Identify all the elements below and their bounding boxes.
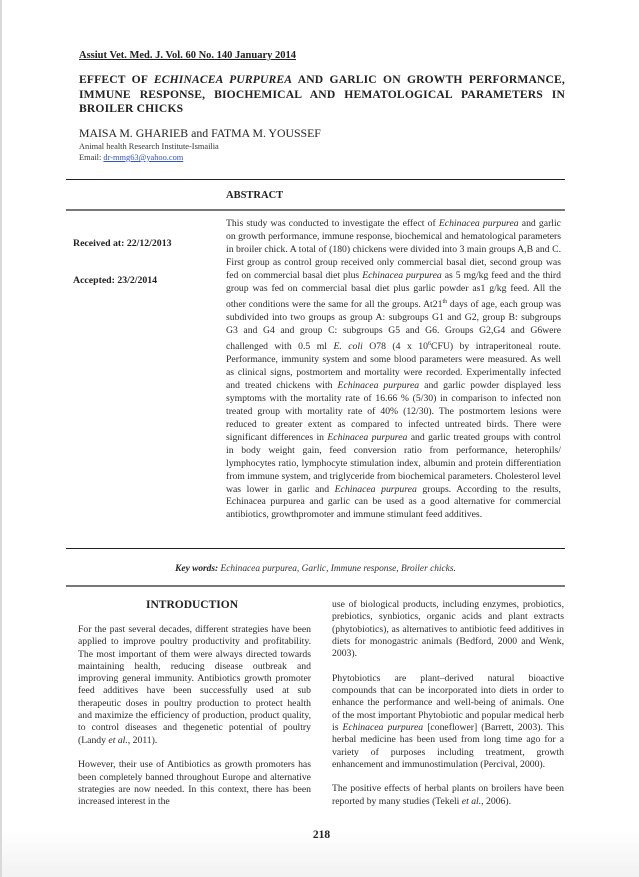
text-run: , 2006). [481,795,512,807]
text-run: and garlic treated groups with control in body weight gain, feed conversion ratio from performance, heterophils/ lymphocytes ratio, lymphocyte stimulation index, albumin and protein differentiation from immune system, and triglyceride from biochemical parameters. Cholesterol level was lower in garlic and [226,431,561,495]
affiliation: Animal health Research Institute-Ismailia [79,142,219,151]
intro-column-right [332,599,564,820]
italic-term: Echinacea purpurea [334,483,417,495]
keywords [66,564,565,574]
title-species-italic: ECHINACEA PURPUREA [153,73,293,86]
italic-term: Echinacea purpurea [327,431,408,443]
authors: MAISA M. GHARIEB and FATMA M. YOUSSEF [79,126,321,140]
superscript: th [442,298,448,305]
intro-column-left [78,624,311,821]
text-run: The positive effects of herbal plants on broilers have been reported by many studies (Tekeli [332,783,564,807]
page-number: 218 [312,829,331,841]
text-run: days of age, each group was subdivided into two groups as group A: subgroups G1 and G2, group B: subgroups G3 and G4 and group C: subgroups G5 and G6. Groups G2,G4 and G6were challenged with 0.5 ml [226,298,562,353]
paragraph [332,673,564,771]
italic-term: Echinacea purpurea [438,218,519,229]
keywords-label: Key words: [175,564,219,574]
text-run: However, their use of Antibiotics as growth promoters has been completely banned throughout Europe and alternative strategies are now needed. In this context, there has been increased interest in the [78,759,311,808]
email-line [79,153,183,162]
paragraph [78,624,311,747]
introduction-heading: INTRODUCTION [146,599,239,611]
accepted-date: Accepted: 23/2/2014 [73,275,158,286]
text-run: This study was conducted to investigate the effect of [226,218,439,229]
divider-abstract [66,209,565,211]
abstract-body [226,218,561,522]
paragraph [78,759,311,808]
text-run: groups. According to the results, Echinacea purpurea and garlic can be used as a good alternative for commercial antibiotics, growthpromoter and immune stimulant feed additives. [226,483,561,521]
received-date: Received at: 22/12/2013 [73,238,172,249]
divider-keywords-bottom [66,585,565,587]
italic-term: et al. [461,795,482,807]
divider-keywords-top [66,548,565,549]
italic-term: Echinacea purpurea [337,379,420,391]
paragraph [332,599,564,660]
text-run: O78 (4 x 10 [362,341,428,353]
keywords-text: Echinacea purpurea, Garlic, Immune response, Broiler chicks. [218,564,456,574]
text-run: Phytobiotics are plant–derived natural bioactive compounds that can be incorporated into diets in order to enhance the performance and well-being of animals. One of the most important Phytobiotic and popular medical herb is [332,672,564,733]
text-run: For the past several decades, different strategies have been applied to improve poultry productivity and profitability. The most important of them were always directed towards maintaining health, reducing disease outbreak and improving general immunity. Antibiotics growth promoter feed additives have been successfully used at sub therapeutic doses in poultry production to protect health and maximize the efficiency of production, product quality, to control diseases and thegenetic potential of poultry (Landy [78,624,311,746]
paper-title [79,73,565,117]
text-run: and garlic powder displayed less symptoms with the mortality rate of 16.66 % (5/30) in comparison to infected non treated group with mortality rate of 40% (12/30). The postmortem lesions were reduced to greater extent as compared to infected untreated birds. There were significant differences in [226,379,561,443]
italic-term: et al. [108,734,128,746]
italic-term: E. coli [333,341,363,353]
text-run: [coneflower] (Barrett, 2003). This herbal medicine has been used from long time ago for a variety of purposes including treatment, growth enhancement and immunostimulation (Percival, 2000). [332,721,564,770]
text-run: use of biological products, including enzymes, probiotics, prebiotics, synbiotics, organic acids and plant extracts (phytobiotics), as alternatives to antibiotic feed additives in diets for monogastric animals (Bedford, 2000 and Wenk, 2003). [332,599,564,660]
title-part-2: AND GARLIC ON GROWTH PERFORMANCE, IMMUNE RESPONSE, BIOCHEMICAL AND HEMATOLOGICAL PARAMETERS IN BROILER CHICKS [79,73,565,115]
italic-term: Echinacea purpurea [342,721,424,733]
divider-top [66,179,565,180]
text-run: , 2011). [127,734,158,746]
journal-citation: Assiut Vet. Med. J. Vol. 60 No. 140 January 2014 [79,50,297,61]
email-label: Email: [79,153,104,162]
text-run: CFU) by intraperitoneal route. Performance, immunity system and some blood parameters were measured. As well as clinical signs, postmortem and mortality were recorded. Experimentally infected and treated chickens with [226,341,561,391]
abstract-heading: ABSTRACT [226,190,284,201]
text-run: and garlic on growth performance, immune response, biochemical and hematological parameters in broiler chick. A total of (180) chickens were divided into 3 main groups A,B and C. First group as control group received only commercial basal diet, second group was fed on commercial basal diet plus [226,218,561,281]
superscript: 6 [427,340,431,347]
text-run: as 5 mg/kg feed and the third group was fed on commercial basal diet plus garlic powder as1 g/kg feed. All the other conditions were the same for all the groups. At21 [226,269,561,310]
italic-term: Echinacea purpurea [362,269,442,281]
paragraph [332,783,564,808]
email-link[interactable]: dr-mmg63@yahoo.com [103,153,184,162]
title-part-1: EFFECT OF [79,73,154,86]
